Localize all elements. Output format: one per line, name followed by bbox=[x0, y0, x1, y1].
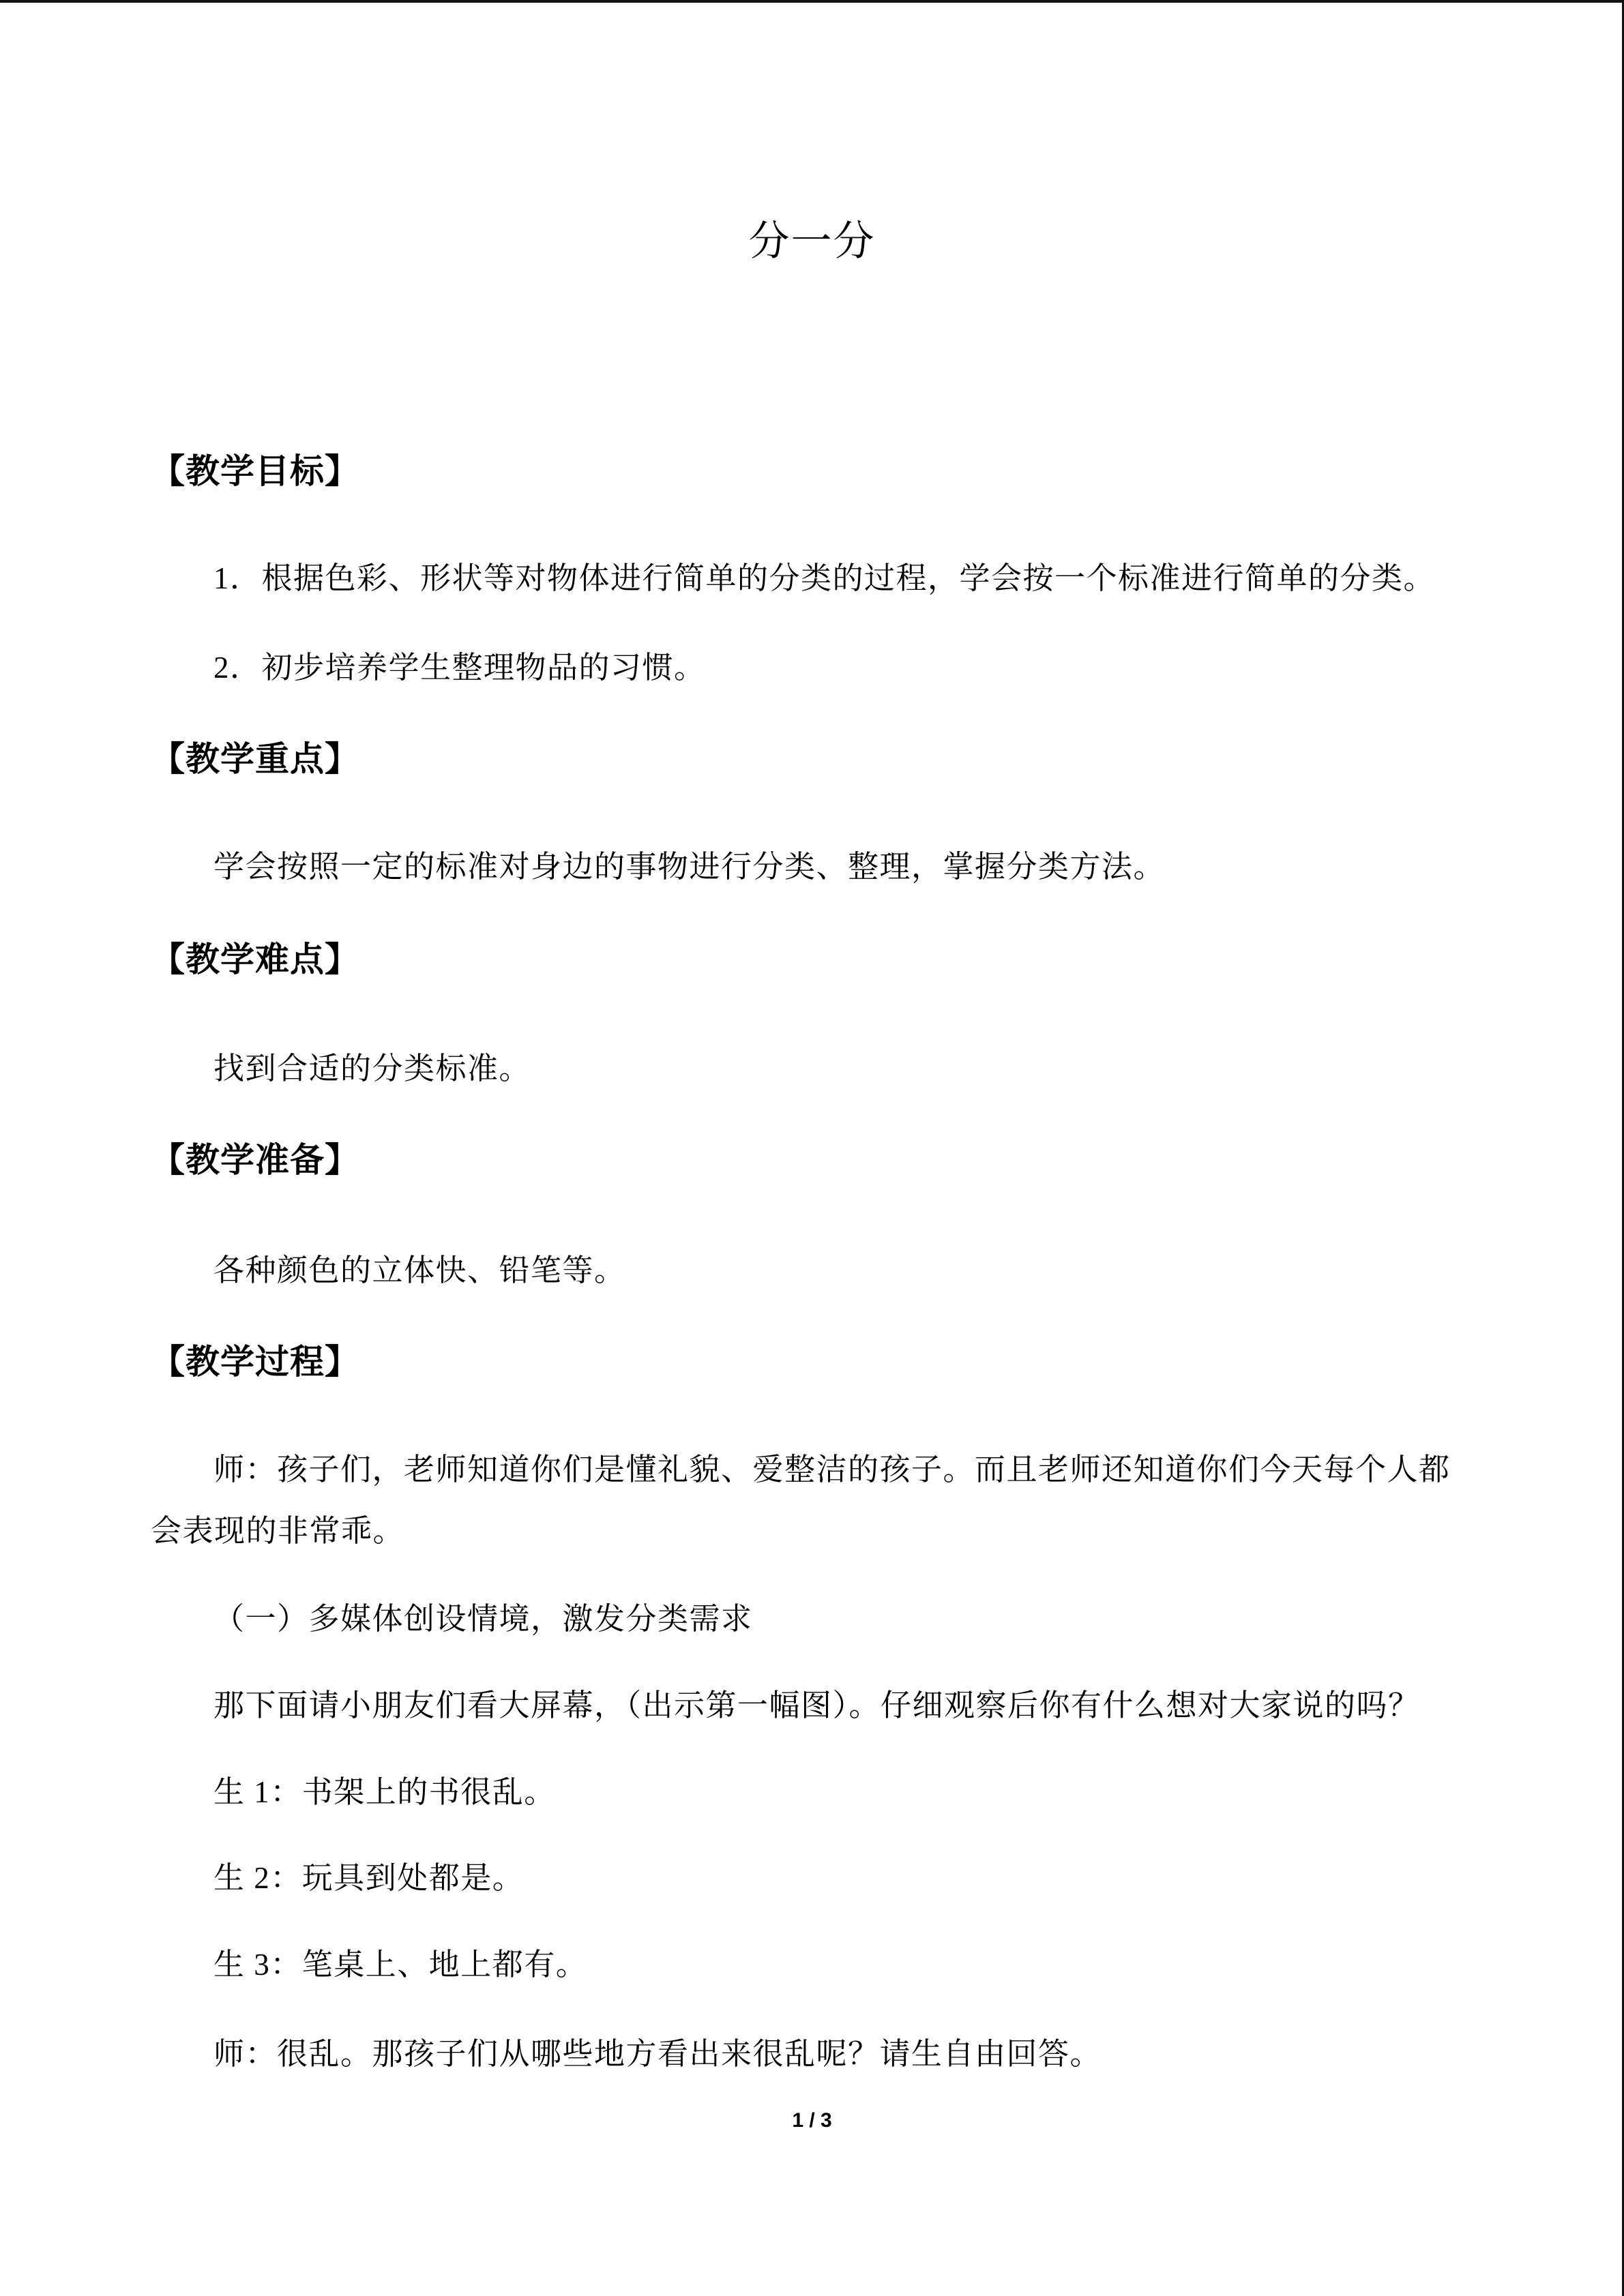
objective-item-2: 2．初步培养学生整理物品的习惯。 bbox=[213, 651, 706, 685]
preparation-text: 各种颜色的立体快、铅笔等。 bbox=[213, 1253, 626, 1287]
document-title: 分一分 bbox=[748, 219, 876, 264]
process-screen-prompt: 那下面请小朋友们看大屏幕，（出示第一幅图）。仔细观察后你有什么想对大家说的吗？ bbox=[213, 1688, 1420, 1723]
process-teacher-intro: 师：孩子们，老师知道你们是懂礼貌、爱整洁的孩子。而且老师还知道你们今天每个人都会表现的非常乖。 bbox=[151, 1452, 1451, 1548]
objective-item-1: 1．根据色彩、形状等对物体进行简单的分类的过程，学会按一个标准进行简单的分类。 bbox=[213, 561, 1436, 595]
teacher-followup: 师：很乱。那孩子们从哪些地方看出来很乱呢？请生自由回答。 bbox=[213, 2037, 1102, 2071]
section-heading-objectives: 【教学目标】 bbox=[151, 451, 359, 491]
key-points-text: 学会按照一定的标准对身边的事物进行分类、整理，掌握分类方法。 bbox=[213, 850, 1166, 884]
student-answer-3: 生 3：笔桌上、地上都有。 bbox=[213, 1948, 588, 1982]
student-answer-1: 生 1：书架上的书很乱。 bbox=[213, 1775, 556, 1809]
process-subsection-1: （一）多媒体创设情境，激发分类需求 bbox=[213, 1602, 753, 1636]
student-answer-2: 生 2：玩具到处都是。 bbox=[213, 1861, 525, 1895]
section-heading-process: 【教学过程】 bbox=[151, 1342, 359, 1382]
section-heading-key-points: 【教学重点】 bbox=[151, 739, 359, 779]
section-heading-difficulties: 【教学难点】 bbox=[151, 940, 359, 979]
page-number: 1 / 3 bbox=[792, 2109, 832, 2132]
difficulties-text: 找到合适的分类标准。 bbox=[213, 1052, 531, 1086]
section-heading-preparation: 【教学准备】 bbox=[151, 1140, 359, 1180]
